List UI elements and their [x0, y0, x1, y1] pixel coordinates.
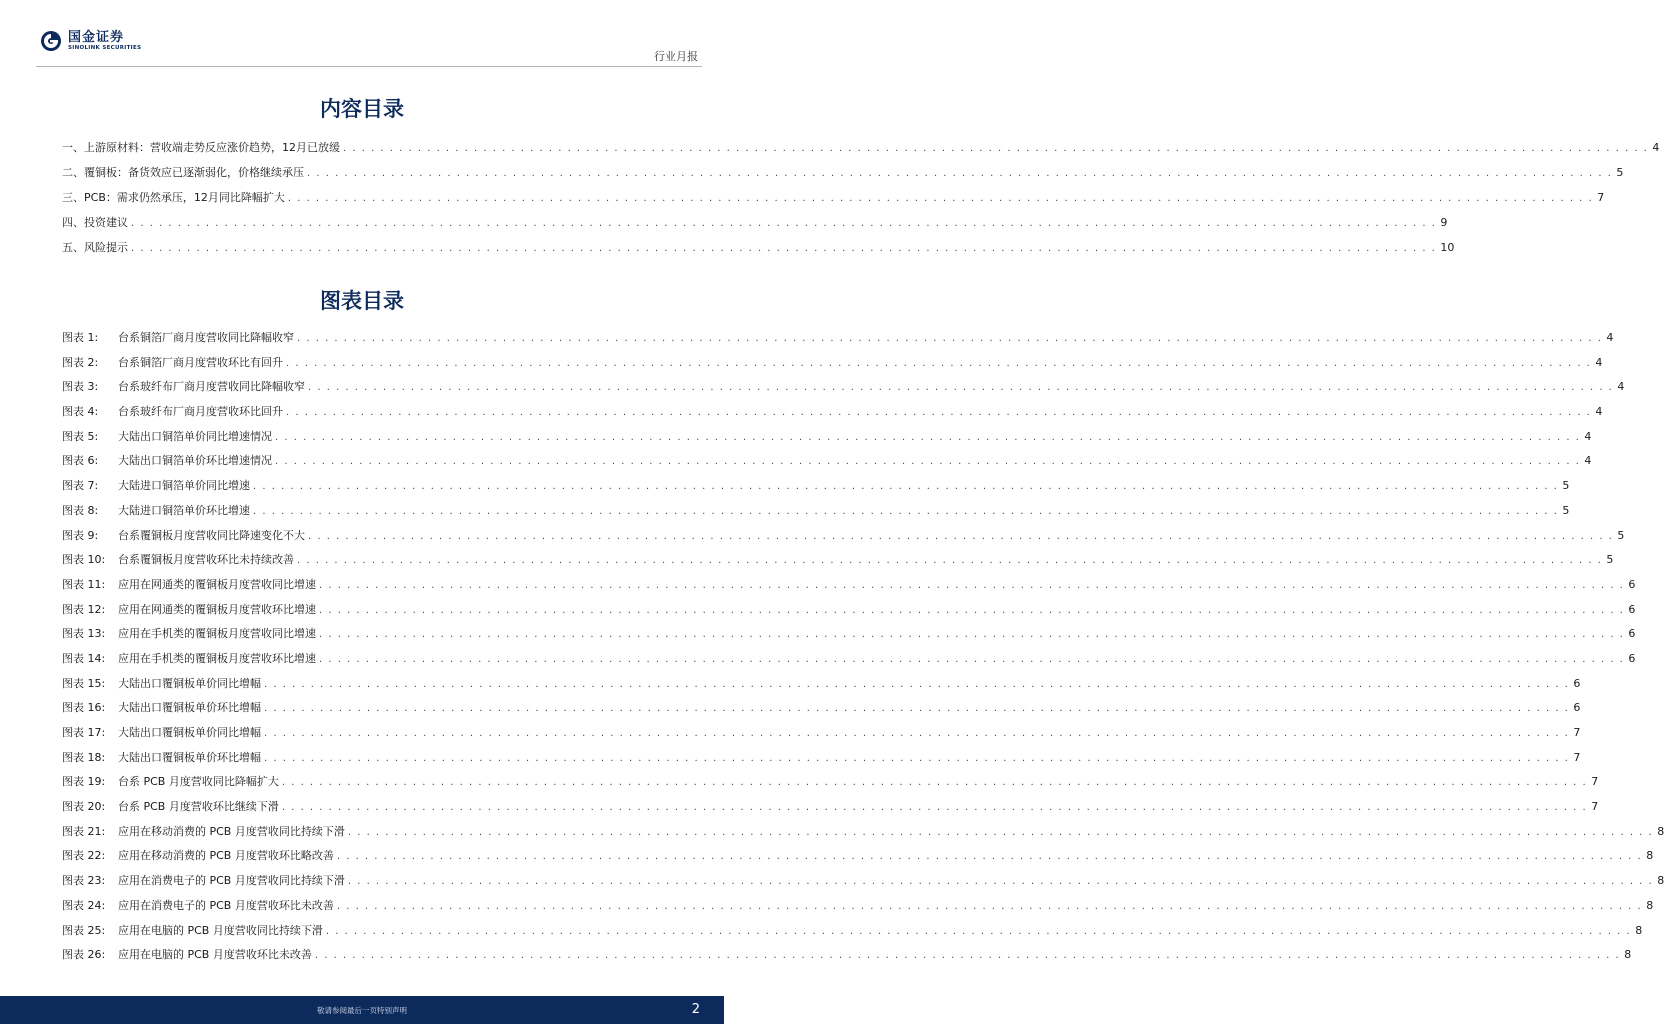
- figure-entry[interactable]: [62, 770, 1599, 795]
- contents-list: [62, 136, 1660, 260]
- figure-entry[interactable]: [62, 548, 1614, 573]
- dot-leader: . . . . . . . . . . . . . . . . . . . . . . . . . . . . . . . . . . . . . . . . . . . . . . . . . . . . . . . . . . . . . . . . . . . . . . . . . . . . . . . . . . . . . . . . . . . . . . . . . . . . . . . . . . . . . . . . . . . . . . . . . . . . . . . . . . . . . . . . . . . .: [253, 481, 1559, 493]
- figure-title: 台系覆铜板月度营收同比降速变化不大: [118, 528, 305, 542]
- figure-title: 大陆出口铜箔单价环比增速情况: [118, 454, 272, 468]
- entry-line: [62, 622, 1636, 647]
- figure-entry[interactable]: [62, 524, 1625, 549]
- figure-entry[interactable]: [62, 919, 1643, 944]
- figure-label: 图表 2:: [62, 355, 99, 369]
- entry-line: [62, 820, 1664, 845]
- figure-label: 图表 21:: [62, 824, 106, 838]
- entry-page-number: 5: [1602, 548, 1613, 572]
- entry-page-number: 6: [1624, 598, 1635, 622]
- entry-page-number: 8: [1642, 844, 1653, 868]
- entry-title: [62, 622, 319, 646]
- entry-title: [62, 894, 337, 918]
- entry-line: [62, 548, 1614, 573]
- figure-entry[interactable]: [62, 499, 1570, 524]
- contents-entry[interactable]: [62, 186, 1605, 211]
- entry-line: [62, 746, 1581, 771]
- entry-title: [62, 919, 326, 943]
- figure-title: 大陆进口铜箔单价同比增速: [118, 479, 250, 493]
- figure-label: 图表 10:: [62, 553, 106, 567]
- dot-leader: . . . . . . . . . . . . . . . . . . . . . . . . . . . . . . . . . . . . . . . . . . . . . . . . . . . . . . . . . . . . . . . . . . . . . . . . . . . . . . . . . . . . . . . . . . . . . . . . . . . . . . . . . . . . . . . . . . . . . . . . . . . . . . . . . . . . . . . . . . . .: [264, 703, 1570, 715]
- dot-leader: . . . . . . . . . . . . . . . . . . . . . . . . . . . . . . . . . . . . . . . . . . . . . . . . . . . . . . . . . . . . . . . . . . . . . . . . . . . . . . . . . . . . . . . . . . . . . . . . . . . . . . . . . . . . . . . . . . . . . . . . . . . . . . . . . . . . . . . . . . . .: [319, 629, 1625, 641]
- entry-title: 四、投资建议: [62, 211, 131, 235]
- entry-page-number: 5: [1612, 161, 1623, 185]
- figure-entry[interactable]: [62, 894, 1654, 919]
- figure-label: 图表 24:: [62, 898, 106, 912]
- entry-line: [62, 894, 1654, 919]
- figure-label: 图表 14:: [62, 651, 106, 665]
- entry-page-number: 7: [1587, 795, 1598, 819]
- entry-line: [62, 211, 1448, 236]
- figure-title: 台系玻纤布厂商月度营收环比回升: [118, 405, 283, 419]
- dot-leader: . . . . . . . . . . . . . . . . . . . . . . . . . . . . . . . . . . . . . . . . . . . . . . . . . . . . . . . . . . . . . . . . . . . . . . . . . . . . . . . . . . . . . . . . . . . . . . . . . . . . . . . . . . . . . . . . . . . . . . . . . . . . . . . . . . . . . . . . . . . .: [281, 777, 1588, 789]
- logo-text: [68, 31, 141, 52]
- entry-line: [62, 647, 1636, 672]
- figure-title: 台系 PCB 月度营收同比降幅扩大: [118, 775, 279, 789]
- contents-entry[interactable]: [62, 136, 1660, 161]
- entry-line: [62, 869, 1664, 894]
- entry-title: [62, 449, 275, 473]
- dot-leader: . . . . . . . . . . . . . . . . . . . . . . . . . . . . . . . . . . . . . . . . . . . . . . . . . . . . . . . . . . . . . . . . . . . . . . . . . . . . . . . . . . . . . . . . . . . . . . . . . . . . . . . . . . . . . . . . . . . . . . . . . . . . . . . . . . . . . . . . . . . .: [343, 143, 1649, 154]
- dot-leader: . . . . . . . . . . . . . . . . . . . . . . . . . . . . . . . . . . . . . . . . . . . . . . . . . . . . . . . . . . . . . . . . . . . . . . . . . . . . . . . . . . . . . . . . . . . . . . . . . . . . . . . . . . . . . . . . . . . . . . . . . . . . . . . . . . . . . . . . . . . .: [275, 456, 1581, 468]
- entry-line: [62, 186, 1605, 211]
- entry-line: [62, 943, 1632, 968]
- figure-entry[interactable]: [62, 943, 1632, 968]
- entry-page-number: 8: [1653, 820, 1664, 844]
- logo-mark-icon: [40, 30, 62, 52]
- entry-line: [62, 795, 1599, 820]
- figure-title: 大陆出口覆铜板单价同比增幅: [118, 726, 261, 739]
- entry-line: [62, 449, 1592, 474]
- page-footer: [0, 996, 724, 1024]
- entry-page-number: 7: [1569, 746, 1580, 770]
- entry-line: [62, 499, 1570, 524]
- entry-line: [62, 136, 1660, 161]
- figure-title: 大陆出口铜箔单价同比增速情况: [118, 429, 272, 443]
- entry-line: [62, 326, 1614, 351]
- figure-entry[interactable]: [62, 647, 1636, 672]
- entry-page-number: 8: [1631, 919, 1642, 943]
- entry-title: [62, 326, 297, 350]
- entry-page-number: 8: [1620, 943, 1631, 967]
- dot-leader: . . . . . . . . . . . . . . . . . . . . . . . . . . . . . . . . . . . . . . . . . . . . . . . . . . . . . . . . . . . . . . . . . . . . . . . . . . . . . . . . . . . . . . . . . . . . . . . . . . . . . . . . . . . . . . . . . . . . . . . . . . . . . . . . . . . . . . . . . . . .: [253, 505, 1559, 517]
- figure-title: 台系玻纤布厂商月度营收同比降幅收窄: [118, 380, 305, 394]
- figure-title: 大陆进口铜箔单价环比增速: [118, 503, 250, 517]
- dot-leader: . . . . . . . . . . . . . . . . . . . . . . . . . . . . . . . . . . . . . . . . . . . . . . . . . . . . . . . . . . . . . . . . . . . . . . . . . . . . . . . . . . . . . . . . . . . . . . . . . . . . . . . . . . . . . . . . . . . . . . . . . . . . . . . . . . . . . . . . . . . .: [336, 900, 1643, 912]
- dot-leader: . . . . . . . . . . . . . . . . . . . . . . . . . . . . . . . . . . . . . . . . . . . . . . . . . . . . . . . . . . . . . . . . . . . . . . . . . . . . . . . . . . . . . . . . . . . . . . . . . . . . . . . . . . . . . . . . . . . . . . . . . . . . . . . . . . . . . . . . . . . .: [336, 851, 1643, 863]
- figure-title: 台系 PCB 月度营收环比继续下滑: [118, 800, 279, 814]
- entry-page-number: 10: [1436, 236, 1454, 260]
- entry-page-number: 4: [1602, 326, 1613, 350]
- figure-label: 图表 5:: [62, 429, 99, 443]
- figure-label: 图表 17:: [62, 726, 106, 739]
- entry-line: [62, 161, 1624, 186]
- entry-page-number: 7: [1587, 770, 1598, 794]
- contents-heading: 内容目录: [320, 96, 404, 121]
- entry-page-number: 4: [1591, 400, 1602, 424]
- company-logo: [40, 30, 141, 52]
- figure-title: 台系覆铜板月度营收环比未持续改善: [118, 553, 294, 567]
- entry-title: [62, 943, 315, 967]
- entry-page-number: 7: [1569, 721, 1580, 745]
- entry-title: [62, 375, 308, 399]
- dot-leader: . . . . . . . . . . . . . . . . . . . . . . . . . . . . . . . . . . . . . . . . . . . . . . . . . . . . . . . . . . . . . . . . . . . . . . . . . . . . . . . . . . . . . . . . . . . . . . . . . . . . . . . . . . . . . . . . . . . . . . . . . . . . . . . . . . . . . . . . . . . .: [297, 333, 1603, 344]
- entry-title: 五、风险提示: [62, 236, 131, 260]
- entry-page-number: 9: [1436, 211, 1447, 235]
- dot-leader: . . . . . . . . . . . . . . . . . . . . . . . . . . . . . . . . . . . . . . . . . . . . . . . . . . . . . . . . . . . . . . . . . . . . . . . . . . . . . . . . . . . . . . . . . . . . . . . . . . . . . . . . . . . . . . . . . . . . . . . . . . . . . . . . . . . . . . . . . . . .: [264, 728, 1570, 739]
- figure-label: 图表 13:: [62, 627, 106, 641]
- figure-title: 台系铜箔厂商月度营收环比有回升: [118, 355, 283, 369]
- figures-list: [62, 326, 1664, 968]
- entry-page-number: 8: [1642, 894, 1653, 918]
- dot-leader: . . . . . . . . . . . . . . . . . . . . . . . . . . . . . . . . . . . . . . . . . . . . . . . . . . . . . . . . . . . . . . . . . . . . . . . . . . . . . . . . . . . . . . . . . . . . . . . . . . . . . . . . . . . . . . . . . . . . . . . . . . . . . . . . . . . . . . . . . . . .: [281, 802, 1588, 814]
- entry-page-number: 4: [1580, 449, 1591, 473]
- dot-leader: . . . . . . . . . . . . . . . . . . . . . . . . . . . . . . . . . . . . . . . . . . . . . . . . . . . . . . . . . . . . . . . . . . . . . . . . . . . . . . . . . . . . . . . . . . . . . . . . . . . . . . . . . . . . . . . . . . . . . . . . . . . . . . . . . . . . . . . . . . . .: [264, 752, 1570, 764]
- figure-title: 应用在移动消费的 PCB 月度营收同比持续下滑: [118, 824, 345, 838]
- dot-leader: . . . . . . . . . . . . . . . . . . . . . . . . . . . . . . . . . . . . . . . . . . . . . . . . . . . . . . . . . . . . . . . . . . . . . . . . . . . . . . . . . . . . . . . . . . . . . . . . . . . . . . . . . . . . . . . . . . . . . . . . . . . . . . . . . . . . . . . . . . . .: [307, 167, 1613, 179]
- entry-title: [62, 820, 348, 844]
- entry-line: [62, 375, 1625, 400]
- figure-entry[interactable]: [62, 622, 1636, 647]
- figure-label: 图表 6:: [62, 454, 99, 468]
- dot-leader: . . . . . . . . . . . . . . . . . . . . . . . . . . . . . . . . . . . . . . . . . . . . . . . . . . . . . . . . . . . . . . . . . . . . . . . . . . . . . . . . . . . . . . . . . . . . . . . . . . . . . . . . . . . . . . . . . . . . . . . . . . . . . . . . . . . . . . . . . . . .: [319, 653, 1625, 665]
- figure-entry[interactable]: [62, 672, 1581, 697]
- entry-line: [62, 672, 1581, 697]
- entry-title: 一、上游原材料：营收端走势反应涨价趋势，12月已放缓: [62, 136, 343, 160]
- figure-title: 应用在移动消费的 PCB 月度营收环比略改善: [118, 849, 334, 863]
- figure-label: 图表 16:: [62, 701, 106, 715]
- figure-label: 图表 25:: [62, 923, 106, 937]
- report-type-label: 行业月报: [654, 50, 698, 63]
- figure-title: 应用在电脑的 PCB 月度营收同比持续下滑: [118, 923, 323, 937]
- dot-leader: . . . . . . . . . . . . . . . . . . . . . . . . . . . . . . . . . . . . . . . . . . . . . . . . . . . . . . . . . . . . . . . . . . . . . . . . . . . . . . . . . . . . . . . . . . . . . . . . . . . . . . . . . . . . . . . . . . . . . . . . . . . . . . . . . . . . . . . . . . . .: [297, 555, 1603, 567]
- dot-leader: . . . . . . . . . . . . . . . . . . . . . . . . . . . . . . . . . . . . . . . . . . . . . . . . . . . . . . . . . . . . . . . . . . . . . . . . . . . . . . . . . . . . . . . . . . . . . . . . . . . . . . . . . . . . . . . . . . . . . . . . . . . . . . . . . . . . . . . . . . . .: [286, 407, 1592, 419]
- entry-line: [62, 696, 1581, 721]
- entry-line: [62, 844, 1654, 869]
- entry-line: [62, 236, 1455, 261]
- entry-title: [62, 474, 253, 498]
- figure-title: 大陆出口覆铜板单价环比增幅: [118, 750, 261, 764]
- entry-page-number: 6: [1624, 622, 1635, 646]
- figure-label: 图表 9:: [62, 528, 99, 542]
- entry-page-number: 6: [1624, 647, 1635, 671]
- dot-leader: . . . . . . . . . . . . . . . . . . . . . . . . . . . . . . . . . . . . . . . . . . . . . . . . . . . . . . . . . . . . . . . . . . . . . . . . . . . . . . . . . . . . . . . . . . . . . . . . . . . . . . . . . . . . . . . . . . . . . . . . . . . . . . . . . . . . . . . . . . . .: [325, 925, 1632, 937]
- figure-entry[interactable]: [62, 820, 1664, 845]
- figures-heading: 图表目录: [320, 288, 404, 313]
- entry-line: [62, 524, 1625, 549]
- entry-line: [62, 425, 1592, 450]
- dot-leader: . . . . . . . . . . . . . . . . . . . . . . . . . . . . . . . . . . . . . . . . . . . . . . . . . . . . . . . . . . . . . . . . . . . . . . . . . . . . . . . . . . . . . . . . . . . . . . . . . . . . . . . . . . . . . . . . . . . . . . . . . . . . . . . . . . . . . . . . . . . .: [319, 604, 1625, 616]
- dot-leader: . . . . . . . . . . . . . . . . . . . . . . . . . . . . . . . . . . . . . . . . . . . . . . . . . . . . . . . . . . . . . . . . . . . . . . . . . . . . . . . . . . . . . . . . . . . . . . . . . . . . . . . . . . . . . . . . . . . . . . . . . . . . . . . . . . . . . . . . . . . .: [347, 876, 1654, 888]
- dot-leader: . . . . . . . . . . . . . . . . . . . . . . . . . . . . . . . . . . . . . . . . . . . . . . . . . . . . . . . . . . . . . . . . . . . . . . . . . . . . . . . . . . . . . . . . . . . . . . . . . . . . . . . . . . . . . . . . . . . . . . . . . . . . . . . . . . . . . . . . . . . .: [286, 357, 1592, 369]
- figure-label: 图表 18:: [62, 750, 106, 764]
- figure-label: 图表 8:: [62, 503, 99, 517]
- figure-entry[interactable]: [62, 795, 1599, 820]
- figure-title: 应用在消费电子的 PCB 月度营收同比持续下滑: [118, 874, 345, 888]
- entry-line: [62, 721, 1581, 746]
- entry-page-number: 5: [1558, 499, 1569, 523]
- entry-title: [62, 869, 348, 893]
- entry-title: [62, 499, 253, 523]
- figure-label: 图表 26:: [62, 948, 106, 962]
- figure-label: 图表 19:: [62, 775, 106, 789]
- figure-entry[interactable]: [62, 326, 1614, 351]
- entry-title: 二、覆铜板：备货效应已逐渐弱化，价格继续承压: [62, 161, 307, 185]
- header-divider: [36, 66, 702, 67]
- contents-entry[interactable]: [62, 211, 1448, 236]
- figure-label: 图表 20:: [62, 800, 106, 814]
- entry-title: [62, 351, 286, 375]
- entry-title: [62, 647, 319, 671]
- entry-title: [62, 524, 308, 548]
- figure-label: 图表 12:: [62, 602, 106, 616]
- entry-title: [62, 844, 337, 868]
- entry-title: [62, 696, 264, 720]
- figure-title: 大陆出口覆铜板单价同比增幅: [118, 676, 261, 690]
- disclaimer-note: 敬请参阅最后一页特别声明: [317, 1006, 407, 1015]
- entry-page-number: 4: [1613, 375, 1624, 399]
- figure-label: 图表 4:: [62, 405, 99, 419]
- figure-entry[interactable]: [62, 351, 1603, 376]
- dot-leader: . . . . . . . . . . . . . . . . . . . . . . . . . . . . . . . . . . . . . . . . . . . . . . . . . . . . . . . . . . . . . . . . . . . . . . . . . . . . . . . . . . . . . . . . . . . . . . . . . . . . . . . . . . . . . . . . . . . . . . . . . . . . . . . . . . . . . . . . . . . .: [347, 826, 1654, 838]
- figure-label: 图表 7:: [62, 479, 99, 493]
- dot-leader: . . . . . . . . . . . . . . . . . . . . . . . . . . . . . . . . . . . . . . . . . . . . . . . . . . . . . . . . . . . . . . . . . . . . . . . . . . . . . . . . . . . . . . . . . . . . . . . . . . . . . . . . . . . . . . . . . . . . . . . . . . . . . . . . . . . . . . . . . . . .: [308, 382, 1614, 394]
- figure-entry[interactable]: [62, 573, 1636, 598]
- entry-page-number: 5: [1613, 524, 1624, 548]
- entry-line: [62, 400, 1603, 425]
- contents-entry[interactable]: [62, 236, 1455, 261]
- figure-label: 图表 15:: [62, 676, 106, 690]
- figure-entry[interactable]: [62, 449, 1592, 474]
- figure-entry[interactable]: [62, 474, 1570, 499]
- dot-leader: . . . . . . . . . . . . . . . . . . . . . . . . . . . . . . . . . . . . . . . . . . . . . . . . . . . . . . . . . . . . . . . . . . . . . . . . . . . . . . . . . . . . . . . . . . . . . . . . . . . . . . . . . . . . . . . . . . . . . . . . . . . . . . . . . . . . . . . . . . . .: [308, 530, 1614, 542]
- figure-label: 图表 22:: [62, 849, 106, 863]
- entry-line: [62, 598, 1636, 623]
- logo-english-name: SINOLINK SECURITIES: [68, 44, 142, 51]
- dot-leader: . . . . . . . . . . . . . . . . . . . . . . . . . . . . . . . . . . . . . . . . . . . . . . . . . . . . . . . . . . . . . . . . . . . . . . . . . . . . . . . . . . . . . . . . . . . . . . . . . . . . . . . . . . . . . . . . . . . . . . . . . . . . . . . . . . . . . . . . . . . .: [264, 678, 1570, 690]
- figure-title: 应用在电脑的 PCB 月度营收环比未改善: [118, 948, 312, 962]
- entry-title: [62, 400, 286, 424]
- figure-entry[interactable]: [62, 844, 1654, 869]
- page-header: [0, 0, 724, 70]
- contents-entry[interactable]: [62, 161, 1624, 186]
- figure-title: 应用在手机类的覆铜板月度营收同比增速: [118, 627, 316, 641]
- dot-leader: . . . . . . . . . . . . . . . . . . . . . . . . . . . . . . . . . . . . . . . . . . . . . . . . . . . . . . . . . . . . . . . . . . . . . . . . . . . . . . . . . . . . . . . . . . . . . . . . . . . . . . . . . . . . . . . . . . . . . . . . . . . . . . . . . . . . . . . . . . . .: [275, 431, 1581, 443]
- dot-leader: . . . . . . . . . . . . . . . . . . . . . . . . . . . . . . . . . . . . . . . . . . . . . . . . . . . . . . . . . . . . . . . . . . . . . . . . . . . . . . . . . . . . . . . . . . . . . . . . . . . . . . . . . . . . . . . . . . . . . . . . . . . . . . . . . . . . . . . . . . . .: [131, 217, 1437, 229]
- figure-title: 大陆出口覆铜板单价环比增幅: [118, 701, 261, 715]
- dot-leader: . . . . . . . . . . . . . . . . . . . . . . . . . . . . . . . . . . . . . . . . . . . . . . . . . . . . . . . . . . . . . . . . . . . . . . . . . . . . . . . . . . . . . . . . . . . . . . . . . . . . . . . . . . . . . . . . . . . . . . . . . . . . . . . . . . . . . . . . . . . .: [319, 579, 1625, 591]
- entry-page-number: 7: [1593, 186, 1604, 210]
- entry-page-number: 5: [1558, 474, 1569, 498]
- figure-title: 应用在网通类的覆铜板月度营收环比增速: [118, 602, 316, 616]
- figure-entry[interactable]: [62, 598, 1636, 623]
- figure-entry[interactable]: [62, 425, 1592, 450]
- entry-line: [62, 770, 1599, 795]
- page-number: 2: [691, 1002, 700, 1017]
- entry-line: [62, 573, 1636, 598]
- figure-entry[interactable]: [62, 721, 1581, 746]
- entry-line: [62, 919, 1643, 944]
- entry-title: [62, 672, 264, 696]
- entry-page-number: 6: [1569, 672, 1580, 696]
- entry-title: [62, 425, 275, 449]
- figure-entry[interactable]: [62, 696, 1581, 721]
- entry-title: [62, 721, 264, 745]
- entry-page-number: 4: [1591, 351, 1602, 375]
- entry-title: [62, 548, 297, 572]
- entry-title: [62, 746, 264, 770]
- entry-line: [62, 474, 1570, 499]
- entry-page-number: 6: [1624, 573, 1635, 597]
- figure-label: 图表 3:: [62, 380, 99, 394]
- entry-title: [62, 573, 319, 597]
- figure-entry[interactable]: [62, 400, 1603, 425]
- entry-page-number: 4: [1648, 136, 1659, 160]
- entry-page-number: 8: [1653, 869, 1664, 893]
- entry-line: [62, 351, 1603, 376]
- entry-page-number: 6: [1569, 696, 1580, 720]
- figure-title: 应用在消费电子的 PCB 月度营收环比未改善: [118, 898, 334, 912]
- entry-title: [62, 795, 282, 819]
- figure-title: 应用在网通类的覆铜板月度营收同比增速: [118, 577, 316, 591]
- figure-entry[interactable]: [62, 869, 1664, 894]
- entry-page-number: 4: [1580, 425, 1591, 449]
- logo-chinese-name: 国金证券: [68, 29, 125, 45]
- figure-entry[interactable]: [62, 746, 1581, 771]
- entry-title: [62, 770, 282, 794]
- figure-label: 图表 1:: [62, 331, 99, 344]
- figure-label: 图表 23:: [62, 874, 106, 888]
- dot-leader: . . . . . . . . . . . . . . . . . . . . . . . . . . . . . . . . . . . . . . . . . . . . . . . . . . . . . . . . . . . . . . . . . . . . . . . . . . . . . . . . . . . . . . . . . . . . . . . . . . . . . . . . . . . . . . . . . . . . . . . . . . . . . . . . . . . . . . . . . . . .: [131, 242, 1437, 254]
- figure-title: 台系铜箔厂商月度营收同比降幅收窄: [118, 331, 294, 344]
- entry-title: [62, 598, 319, 622]
- figure-entry[interactable]: [62, 375, 1625, 400]
- figure-title: 应用在手机类的覆铜板月度营收环比增速: [118, 651, 316, 665]
- figure-label: 图表 11:: [62, 577, 106, 591]
- dot-leader: . . . . . . . . . . . . . . . . . . . . . . . . . . . . . . . . . . . . . . . . . . . . . . . . . . . . . . . . . . . . . . . . . . . . . . . . . . . . . . . . . . . . . . . . . . . . . . . . . . . . . . . . . . . . . . . . . . . . . . . . . . . . . . . . . . . . . . . . . . . .: [287, 192, 1594, 204]
- entry-title: 三、PCB：需求仍然承压，12月同比降幅扩大: [62, 186, 288, 210]
- dot-leader: . . . . . . . . . . . . . . . . . . . . . . . . . . . . . . . . . . . . . . . . . . . . . . . . . . . . . . . . . . . . . . . . . . . . . . . . . . . . . . . . . . . . . . . . . . . . . . . . . . . . . . . . . . . . . . . . . . . . . . . . . . . . . . . . . . . . . . . . . . . .: [314, 950, 1621, 962]
